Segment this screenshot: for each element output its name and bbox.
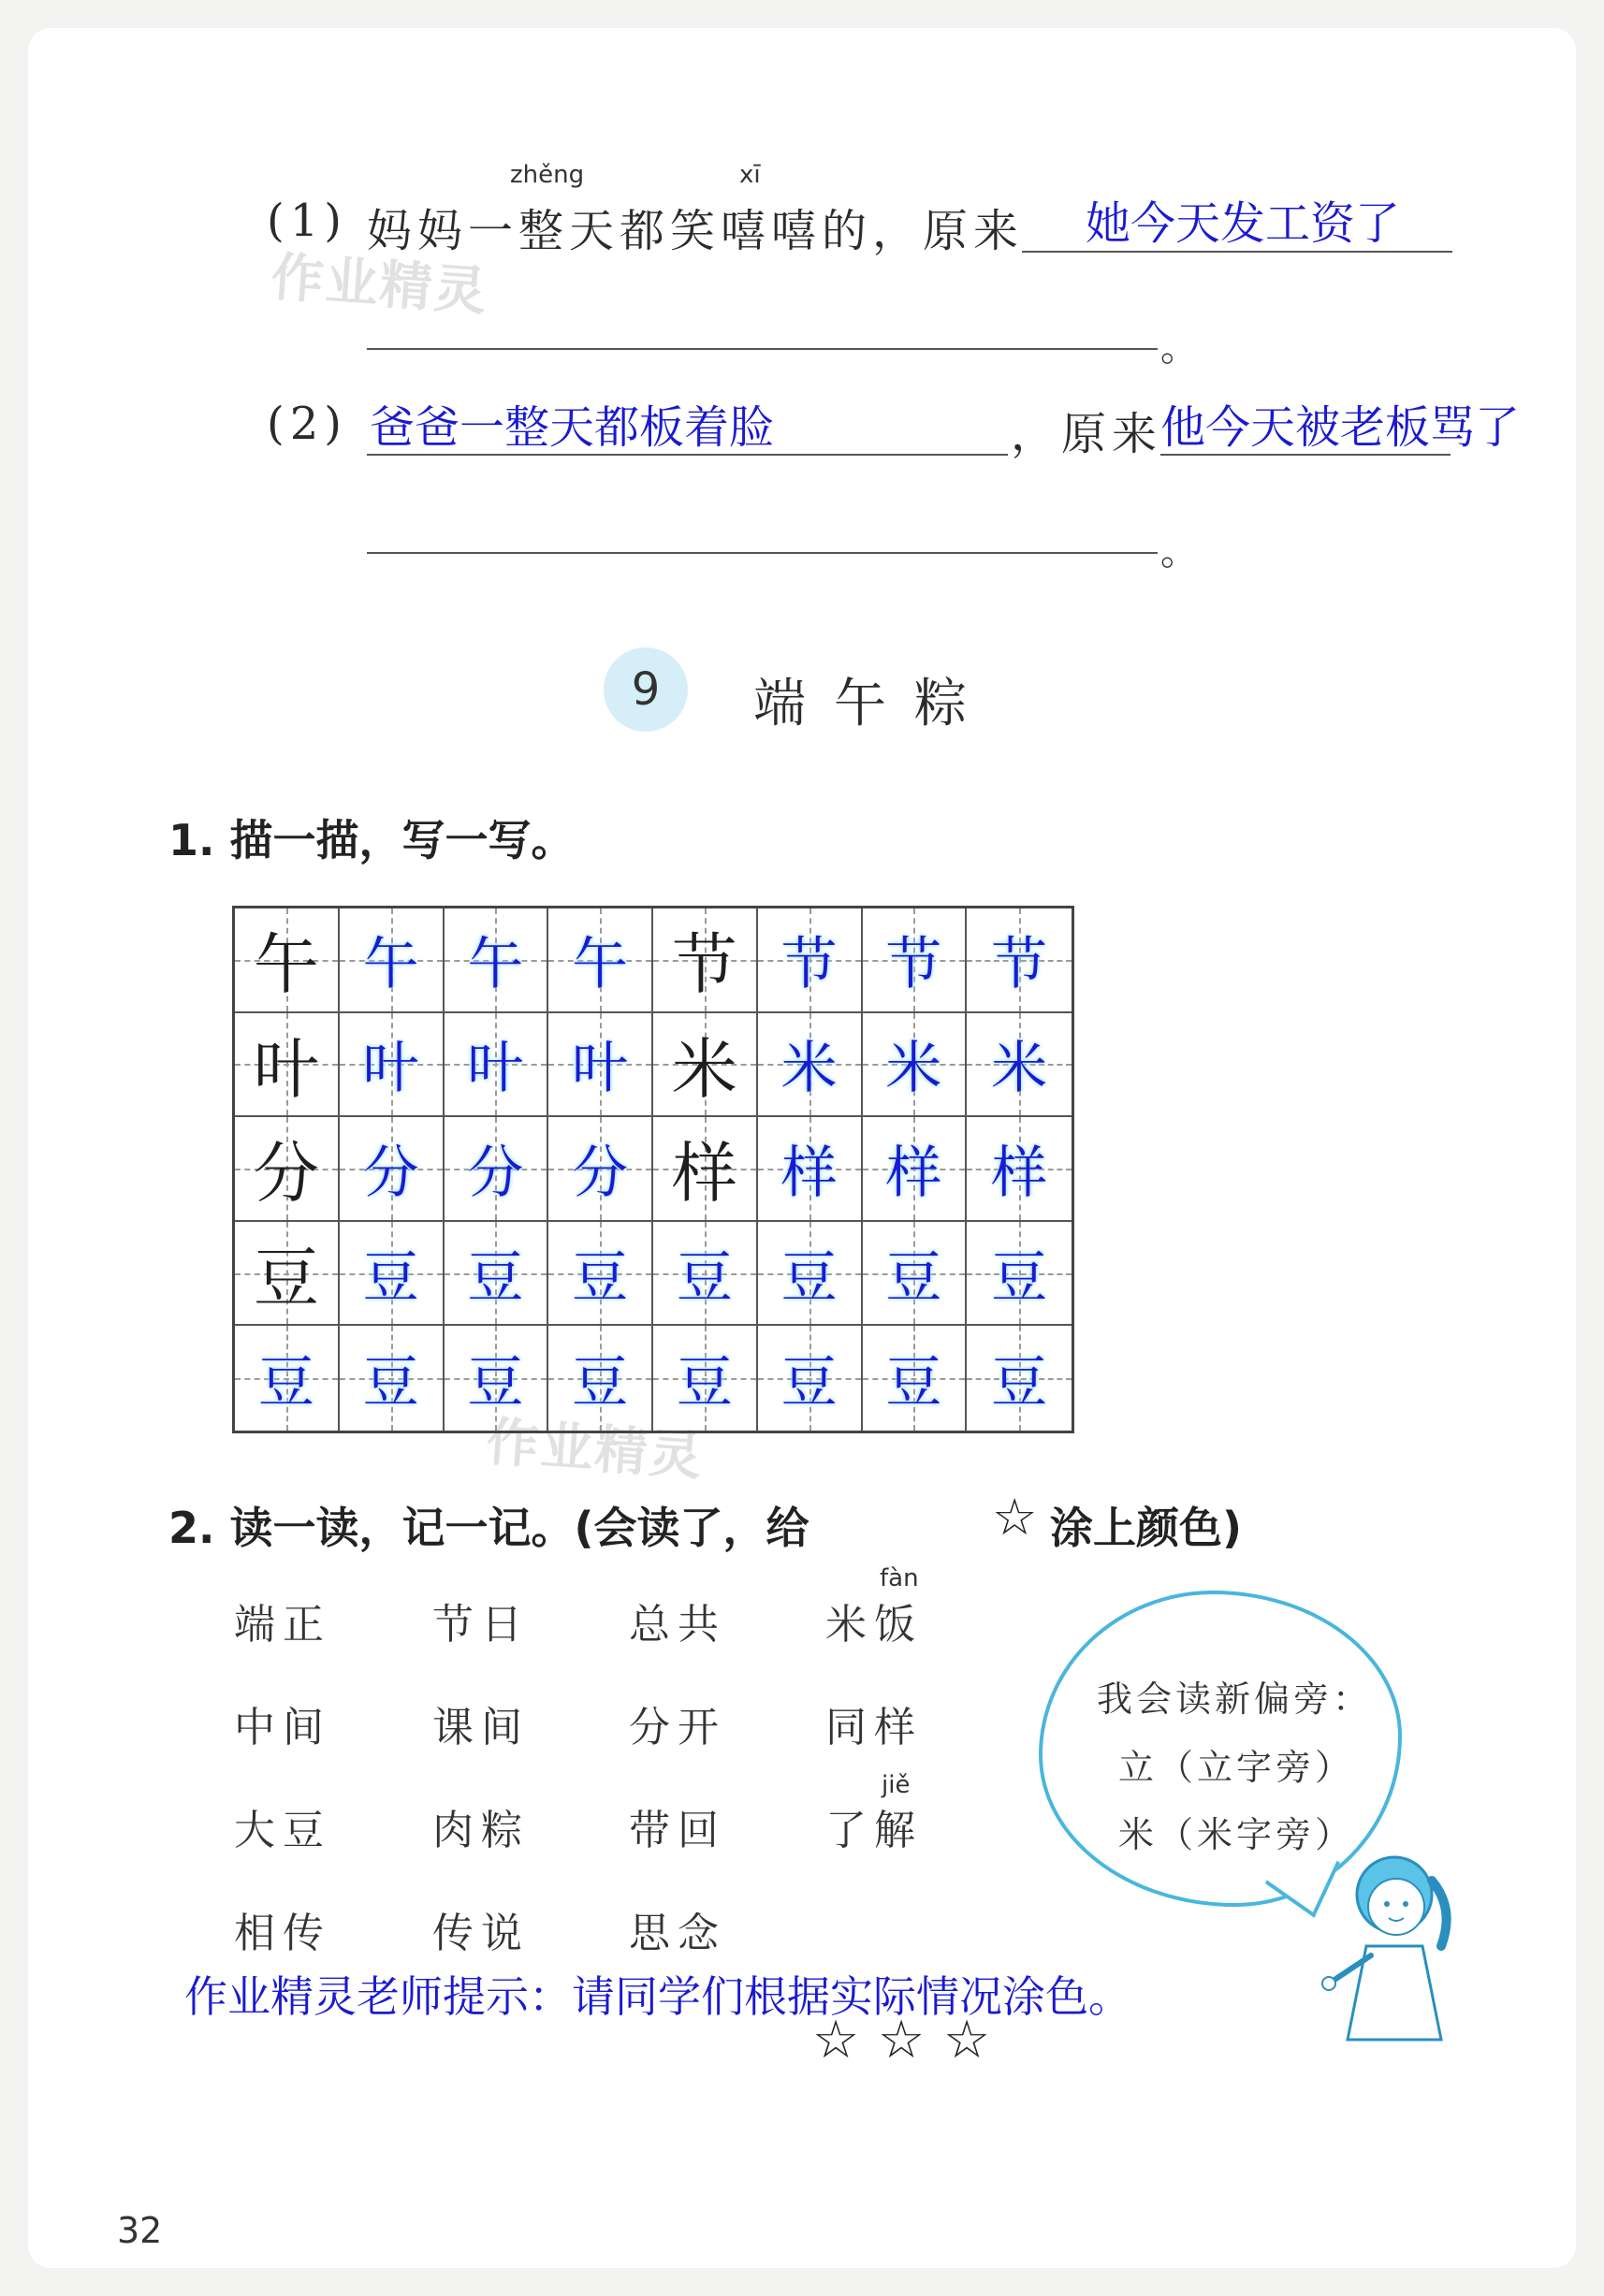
grid-character: 豆 [676,1350,733,1417]
grid-character: 样 [780,1140,838,1206]
model-char-cell [235,908,340,1013]
grid-character: 豆 [467,1244,524,1311]
grid-character: 叶 [572,1036,629,1102]
vocab-word: 节日 [432,1601,530,1649]
grid-character: 午 [362,931,419,997]
grid-character: 豆 [572,1244,629,1311]
writing-grid [232,906,1074,1433]
trace-char-cell[interactable] [758,1326,863,1431]
grid-character: 叶 [253,1030,319,1108]
grid-character: 豆 [467,1350,524,1417]
trace-char-cell[interactable] [967,1013,1072,1118]
lesson-number: 9 [604,647,688,732]
vocab-word: 分开 [629,1704,726,1751]
q2-subject-answer[interactable]: 爸爸一整天都板着脸 [370,401,775,454]
model-char-cell [653,1117,758,1222]
trace-char-cell[interactable] [758,1013,863,1118]
q2-answer[interactable]: 他今天被老板骂了 [1160,401,1521,454]
vocab-word: 总共 [629,1601,726,1649]
trace-char-cell[interactable] [340,1117,445,1222]
trace-char-cell[interactable] [653,1222,758,1327]
q2-answer-line [1160,454,1451,456]
trace-char-cell[interactable] [445,1222,549,1327]
task2-label: 2. 读一读，记一记。(会读了，给 [168,1503,809,1553]
girl-illustration [1291,1843,1479,2049]
trace-char-cell[interactable] [445,1326,549,1431]
vocab-word: 了解 [825,1807,923,1854]
trace-char-cell[interactable] [967,908,1072,1013]
star-icon[interactable]: ☆ [878,2010,926,2071]
trace-char-cell[interactable] [445,1117,549,1222]
grid-character: 豆 [885,1244,942,1311]
grid-character: 分 [253,1135,319,1213]
trace-char-cell[interactable] [548,1326,653,1431]
grid-character: 分 [362,1140,419,1206]
q1-period: 。 [1160,327,1198,370]
trace-char-cell[interactable] [340,1326,445,1431]
task1-label: 1. 描一描，写一写。 [168,815,575,865]
vocab-word: 带回 [629,1807,726,1854]
model-char-cell [235,1117,340,1222]
trace-char-cell[interactable] [758,1222,863,1327]
vocab-word: 大豆 [234,1807,331,1854]
grid-character: 米 [885,1036,942,1102]
grid-character: 午 [467,931,524,997]
vocab-word: 同样 [825,1704,923,1751]
q1-number: (1) [267,195,347,247]
vocab-word: 相传 [234,1910,331,1957]
grid-character: 样 [991,1140,1048,1206]
vocab-word: 中间 [234,1704,331,1751]
trace-char-cell[interactable] [758,1117,863,1222]
vocab-word: 端正 [234,1601,331,1649]
q1-text: 妈妈一整天都笑嘻嘻的，原来 [367,205,1025,257]
lesson-title: 端午粽 [753,674,995,734]
q2-continue-line [367,552,1158,554]
trace-char-cell[interactable] [340,908,445,1013]
grid-character: 样 [885,1140,942,1206]
q2-subject-line [367,454,1008,456]
q2-period: 。 [1160,530,1198,574]
trace-char-cell[interactable] [340,1222,445,1327]
grid-character: 叶 [362,1036,419,1102]
model-char-cell [653,1013,758,1118]
watermark: 作业精灵 [484,1411,706,1489]
vocab-word: 肉粽 [432,1807,530,1854]
grid-character: 节 [780,931,838,997]
q1-answer[interactable]: 她今天发工资了 [1086,197,1401,250]
grid-character: 节 [671,926,737,1004]
grid-character: 豆 [257,1350,314,1417]
trace-char-cell[interactable] [235,1326,340,1431]
star-icon: ☆ [992,1488,1038,1547]
grid-character: 米 [780,1036,838,1102]
bubble-line-3: 米（米字旁） [1118,1814,1355,1855]
model-char-cell [235,1222,340,1327]
trace-char-cell[interactable] [548,1117,653,1222]
trace-char-cell[interactable] [863,1117,968,1222]
grid-character: 午 [253,926,319,1004]
trace-char-cell[interactable] [863,1222,968,1327]
trace-char-cell[interactable] [967,1117,1072,1222]
vocab-word: 思念 [629,1910,726,1957]
pinyin-xi: xī [739,161,761,189]
trace-char-cell[interactable] [967,1326,1072,1431]
grid-character: 豆 [885,1350,942,1417]
task2-label-end: 涂上颜色) [1050,1503,1243,1553]
grid-character: 豆 [362,1244,419,1311]
trace-char-cell[interactable] [967,1222,1072,1327]
trace-char-cell[interactable] [863,1013,968,1118]
vocab-word: 传说 [432,1910,530,1957]
model-char-cell [235,1013,340,1118]
trace-char-cell[interactable] [548,908,653,1013]
grid-character: 节 [991,931,1048,997]
bubble-line-2: 立（立字旁） [1118,1747,1355,1788]
trace-char-cell[interactable] [653,1326,758,1431]
trace-char-cell[interactable] [863,908,968,1013]
grid-character: 叶 [467,1036,524,1102]
grid-character: 豆 [253,1240,319,1317]
grid-character: 豆 [572,1350,629,1417]
grid-character: 豆 [362,1350,419,1417]
grid-character: 米 [671,1030,737,1108]
bubble-line-1: 我会读新偏旁： [1097,1678,1373,1720]
model-char-cell [653,908,758,1013]
q1-answer-line [1022,251,1452,253]
trace-char-cell[interactable] [340,1013,445,1118]
grid-character: 午 [572,931,629,997]
grid-character: 豆 [780,1244,838,1311]
trace-char-cell[interactable] [863,1326,968,1431]
pinyin-zheng: zhěng [510,161,585,189]
trace-char-cell[interactable] [548,1013,653,1118]
grid-character: 豆 [991,1350,1048,1417]
teacher-tip: 作业精灵老师提示：请同学们根据实际情况涂色。 [184,1971,1131,2022]
grid-character: 豆 [991,1244,1048,1311]
grid-character: 米 [991,1036,1048,1102]
q2-text: ，原来 [1011,408,1163,460]
grid-character: 豆 [780,1350,838,1417]
pinyin-fan: fàn [880,1564,919,1592]
grid-character: 分 [572,1140,629,1206]
pinyin-jie: jiě [882,1771,911,1799]
grid-character: 分 [467,1140,524,1206]
grid-character: 样 [671,1135,737,1213]
grid-character: 节 [885,931,942,997]
q2-number: (2) [267,398,347,450]
star-icon[interactable]: ☆ [943,2010,991,2071]
star-icon[interactable]: ☆ [812,2010,860,2071]
watermark: 作业精灵 [269,246,490,324]
q1-continue-line [367,348,1158,350]
trace-char-cell[interactable] [445,908,549,1013]
grid-character: 豆 [676,1244,733,1311]
vocab-word: 课间 [432,1704,530,1751]
vocab-word: 米饭 [825,1601,923,1649]
trace-char-cell[interactable] [548,1222,653,1327]
trace-char-cell[interactable] [758,908,863,1013]
page-number: 32 [117,2210,163,2251]
trace-char-cell[interactable] [445,1013,549,1118]
